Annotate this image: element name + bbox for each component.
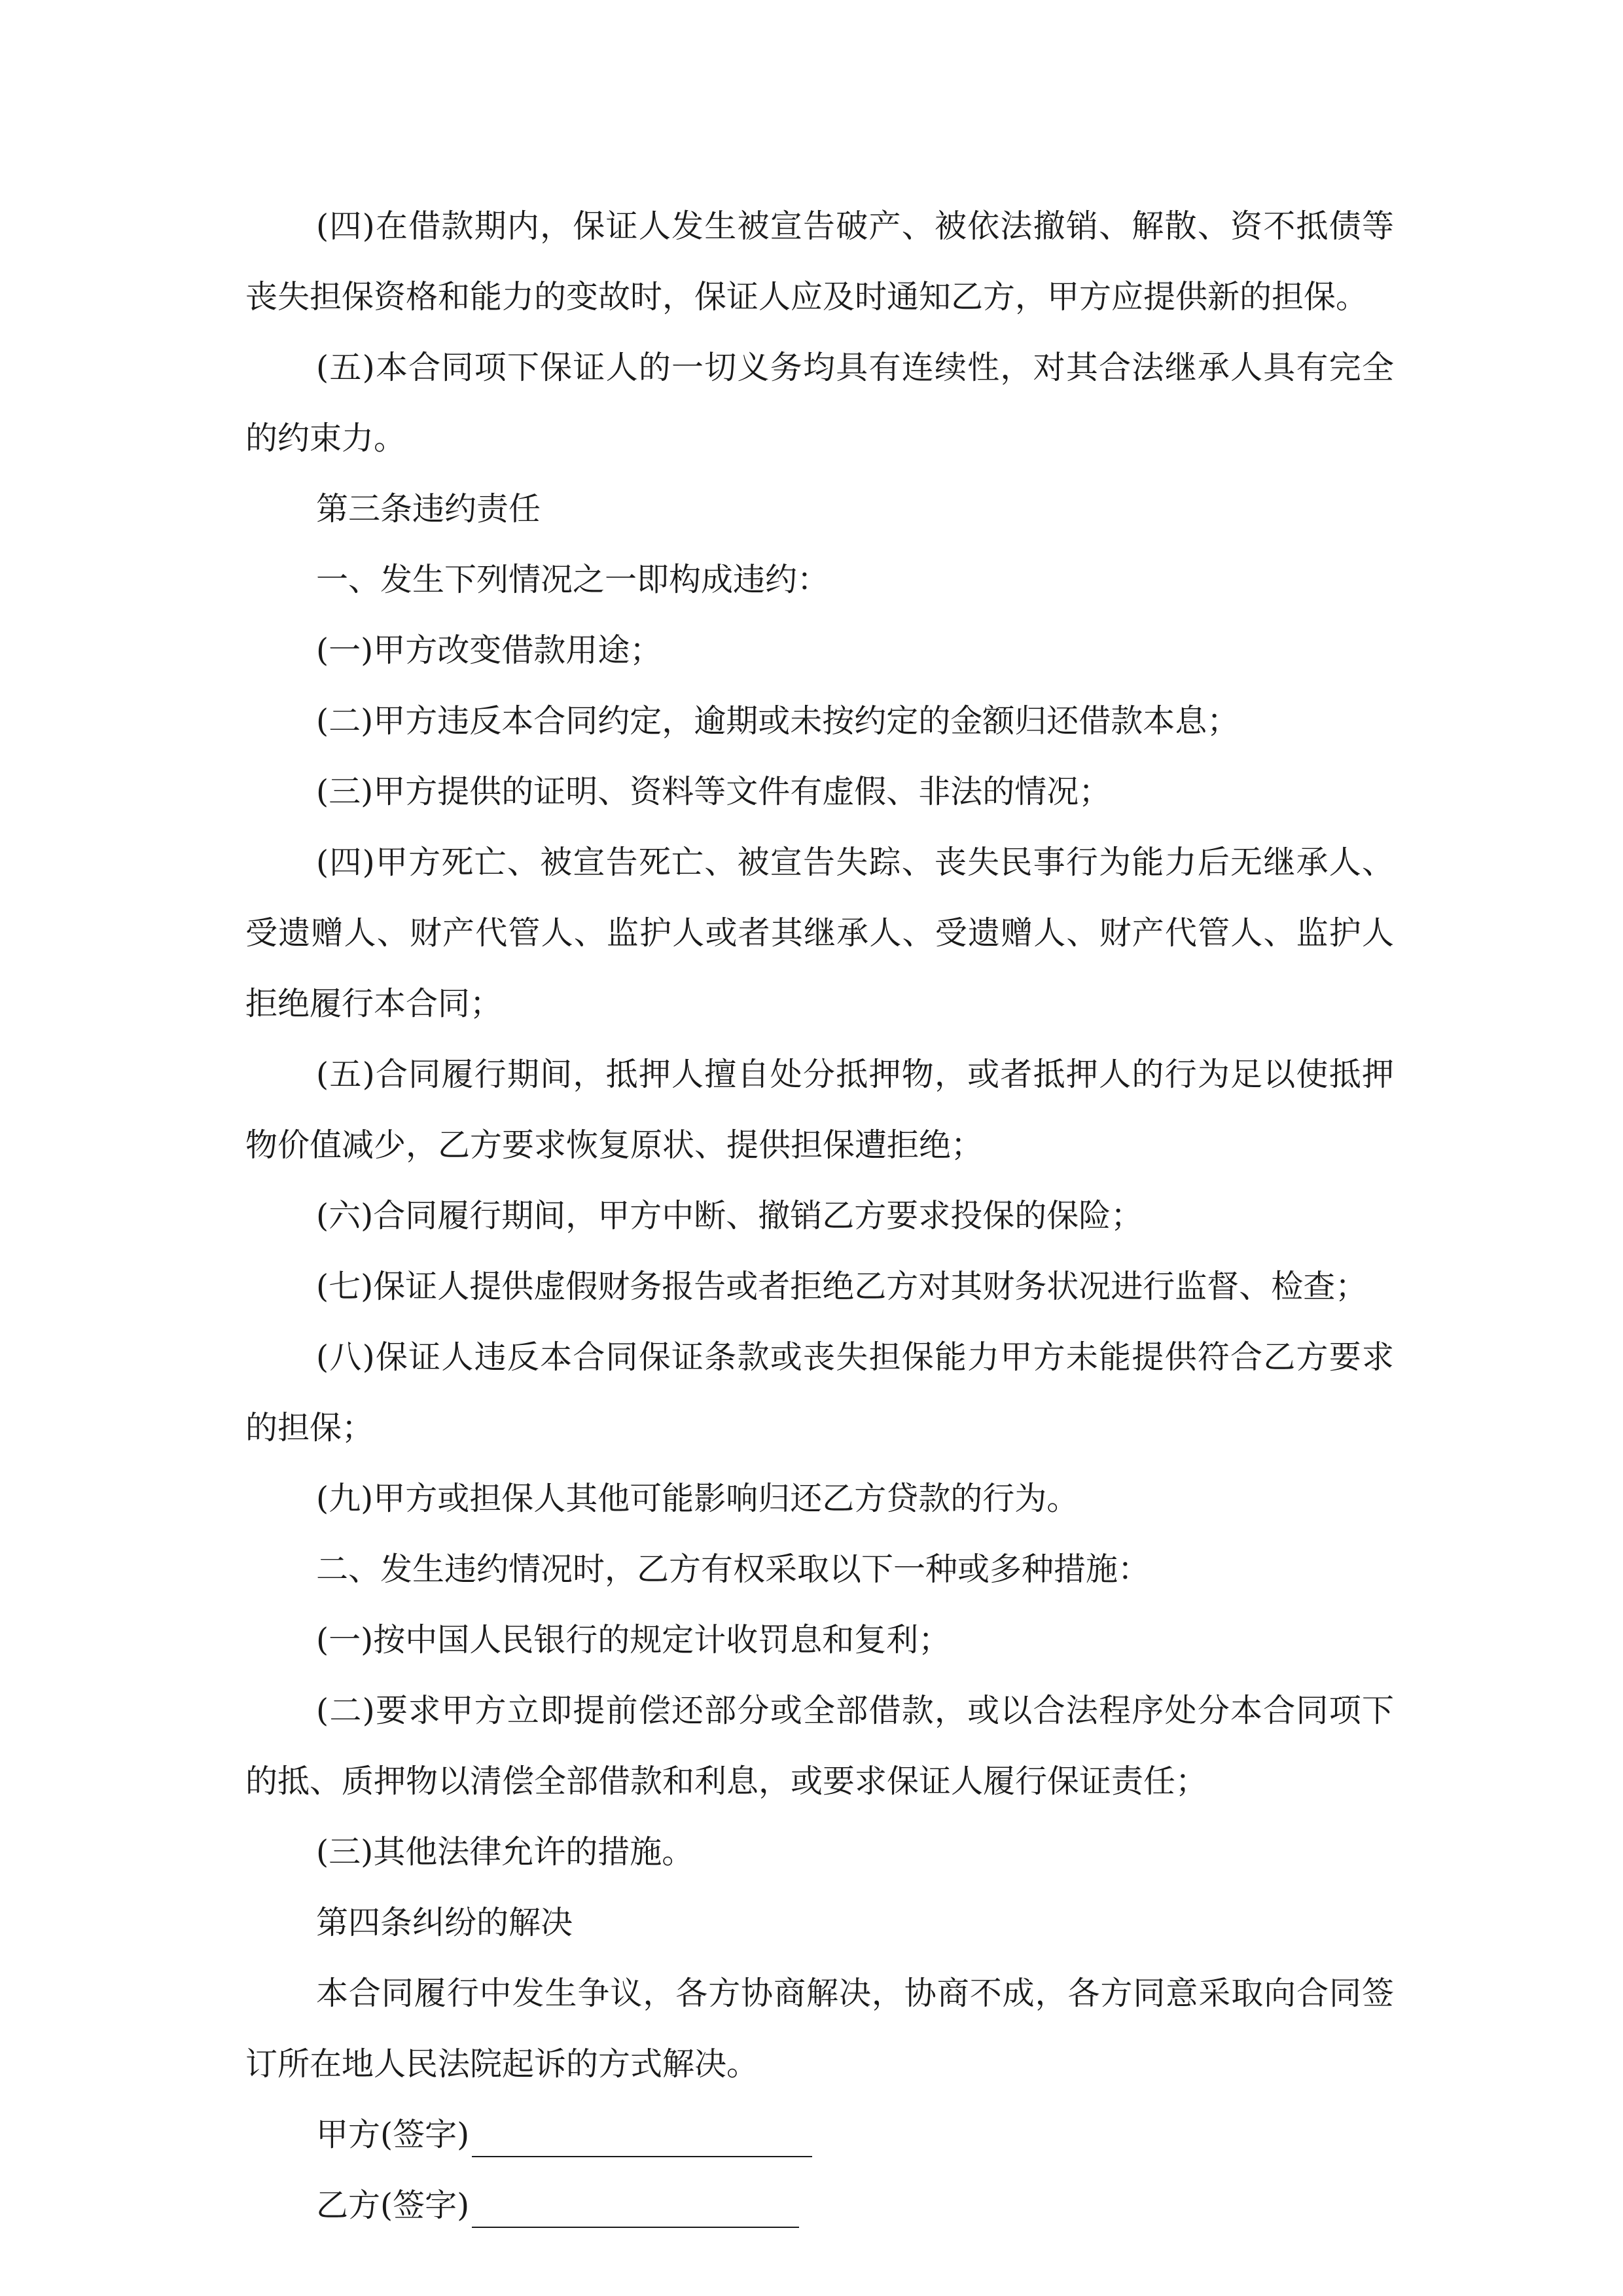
dispute-resolution-paragraph: 本合同履行中发生争议，各方协商解决，协商不成，各方同意采取向合同签订所在地人民法院起诉的方式解决。 — [245, 1975, 1394, 2083]
clause-2-5-paragraph: (五)本合同项下保证人的一切义务均具有连续性，对其合法继承人具有完全的约束力。 — [245, 349, 1394, 457]
remedies-intro-paragraph: 二、发生违约情况时，乙方有权采取以下一种或多种措施： — [316, 1551, 1150, 1588]
breach-item-7: (七)保证人提供虚假财务报告或者拒绝乙方对其财务状况进行监督、检查； — [316, 1268, 1368, 1305]
party-a-signature-field[interactable] — [472, 2108, 812, 2157]
article-4-heading: 第四条纠纷的解决 — [316, 1904, 573, 1941]
party-b-signature-line — [245, 2170, 1394, 2241]
clause-2-4-paragraph: (四)在借款期内，保证人发生被宣告破产、被依法撤销、解散、资不抵债等丧失担保资格和能力的变故时，保证人应及时通知乙方，甲方应提供新的担保。 — [245, 207, 1394, 315]
document-body — [245, 191, 1394, 2241]
breach-item-6: (六)合同履行期间，甲方中断、撤销乙方要求投保的保险； — [316, 1197, 1143, 1234]
party-b-signature-label: 乙方(签字) — [316, 2187, 470, 2224]
breach-item-5: (五)合同履行期间，抵押人擅自处分抵押物，或者抵押人的行为足以使抵押物价值减少，乙方要求恢复原状、提供担保遭拒绝； — [245, 1056, 1394, 1164]
breach-item-2: (二)甲方违反本合同约定，逾期或未按约定的金额归还借款本息； — [316, 702, 1240, 740]
party-a-signature-line — [245, 2100, 1394, 2170]
breach-intro-paragraph: 一、发生下列情况之一即构成违约： — [316, 561, 830, 598]
remedy-item-3: (三)其他法律允许的措施。 — [316, 1833, 694, 1871]
breach-item-8: (八)保证人违反本合同保证条款或丧失担保能力甲方未能提供符合乙方要求的担保； — [245, 1338, 1394, 1446]
breach-item-1: (一)甲方改变借款用途； — [316, 632, 662, 669]
remedy-item-1: (一)按中国人民银行的规定计收罚息和复利； — [316, 1621, 951, 1659]
breach-item-3: (三)甲方提供的证明、资料等文件有虚假、非法的情况； — [316, 773, 1111, 810]
breach-item-9: (九)甲方或担保人其他可能影响归还乙方贷款的行为。 — [316, 1480, 1079, 1517]
breach-item-4: (四)甲方死亡、被宣告死亡、被宣告失踪、丧失民事行为能力后无继承人、受遗赠人、财产代管人、监护人或者其继承人、受遗赠人、财产代管人、监护人拒绝履行本合同； — [245, 844, 1394, 1022]
party-a-signature-label: 甲方(签字) — [316, 2116, 470, 2153]
article-3-heading: 第三条违约责任 — [316, 490, 541, 528]
party-b-signature-field[interactable] — [472, 2178, 799, 2228]
remedy-item-2: (二)要求甲方立即提前偿还部分或全部借款，或以合法程序处分本合同项下的抵、质押物以清偿全部借款和利息，或要求保证人履行保证责任； — [245, 1692, 1394, 1800]
